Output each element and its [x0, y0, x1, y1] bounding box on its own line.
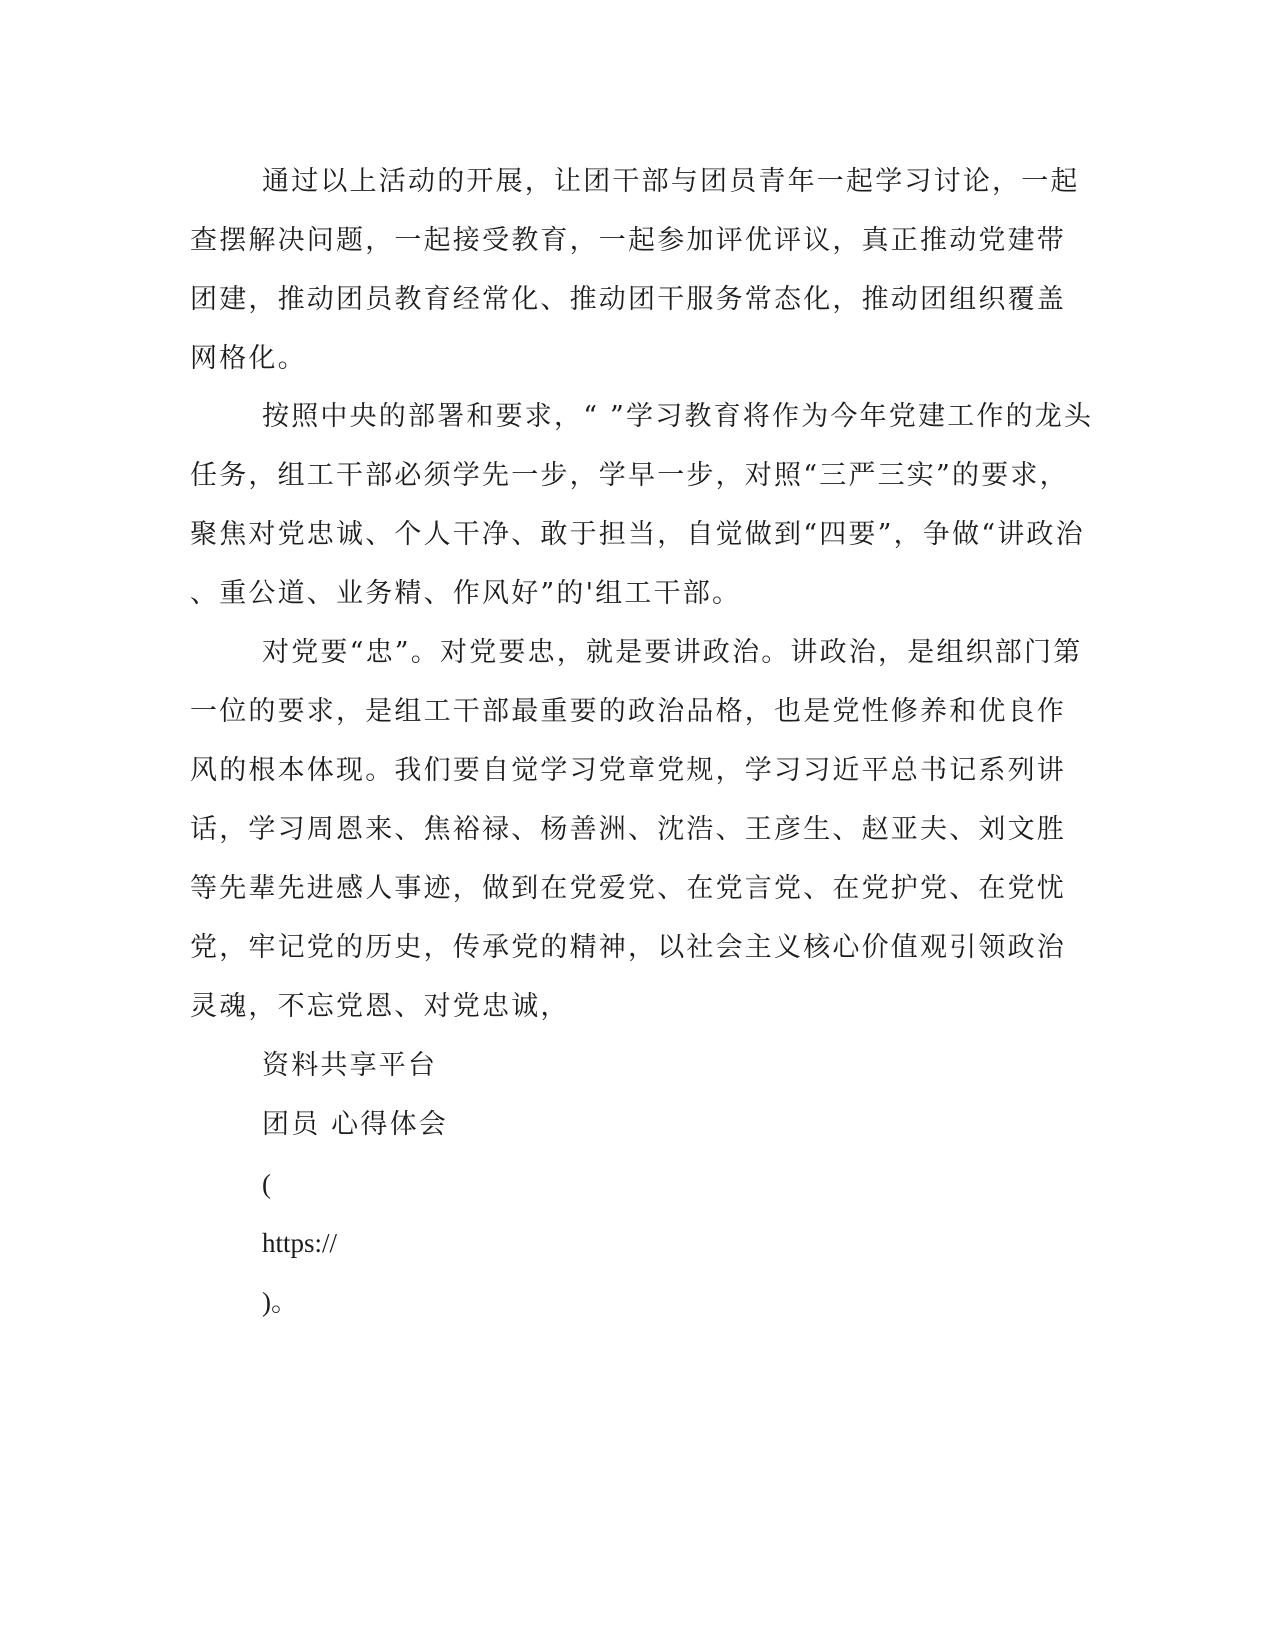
paragraph-3-line-2: 一位的要求，是组工干部最重要的政治品格，也是党性修养和优良作 [190, 696, 1066, 727]
paragraph-2-line-3: 聚焦对党忠诚、个人干净、敢于担当，自觉做到“四要”，争做“讲政治 [190, 519, 1085, 550]
paragraph-1-line-4: 网格化。 [190, 343, 307, 374]
paragraph-1-line-1: 通过以上活动的开展，让团干部与团员青年一起学习讨论，一起 [262, 166, 1080, 197]
source-platform: 资料共享平台 [262, 1050, 438, 1081]
paragraph-3-line-6: 党，牢记党的历史，传承党的精神，以社会主义核心价值观引领政治 [190, 932, 1066, 963]
source-category: 团员 心得体会 [262, 1109, 448, 1140]
paragraph-2-line-1: 按照中央的部署和要求，“ ”学习教育将作为今年党建工作的龙头 [262, 401, 1094, 432]
paragraph-3-line-7: 灵魂，不忘党恩、对党忠诚， [190, 991, 570, 1022]
paragraph-3-line-4: 话，学习周恩来、焦裕禄、杨善洲、沈浩、王彦生、赵亚夫、刘文胜 [190, 814, 1066, 845]
paragraph-2-line-4: 、重公道、业务精、作风好”的'组工干部。 [190, 578, 742, 609]
source-url: https:// [262, 1228, 338, 1258]
paragraph-1-line-3: 团建，推动团员教育经常化、推动团干服务常态化，推动团组织覆盖 [190, 284, 1066, 315]
paragraph-3-line-5: 等先辈先进感人事迹，做到在党爱党、在党言党、在党护党、在党忧 [190, 873, 1066, 904]
paragraph-1-line-2: 查摆解决问题，一起接受教育，一起参加评优评议，真正推动党建带 [190, 225, 1066, 256]
paragraph-3-line-3: 风的根本体现。我们要自觉学习党章党规，学习习近平总书记系列讲 [190, 755, 1066, 786]
paragraph-2-line-2: 任务，组工干部必须学先一步，学早一步，对照“三严三实”的要求， [190, 460, 1069, 491]
paragraph-3-line-1: 对党要“忠”。对党要忠，就是要讲政治。讲政治，是组织部门第 [262, 637, 1083, 668]
source-open-paren: ( [262, 1169, 271, 1199]
source-close-paren: )。 [262, 1287, 298, 1317]
